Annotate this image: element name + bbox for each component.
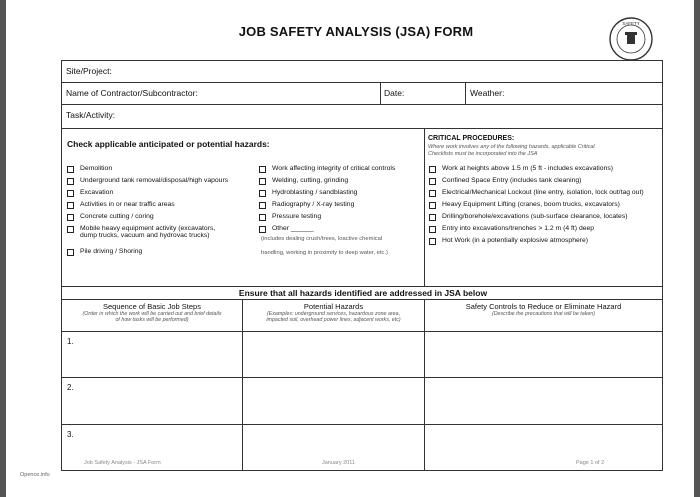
task-row xyxy=(62,105,662,129)
critical-heights[interactable]: Work at heights above 1.5 m (5 ft - includes excavations) xyxy=(429,163,659,175)
date-label: Date: xyxy=(384,88,405,98)
critical-trenches[interactable]: Entry into excavations/trenches > 1.2 m (4 ft) deep xyxy=(429,223,659,235)
hazards-column-title: Potential Hazards xyxy=(303,302,364,311)
hazard-demolition[interactable]: Demolition xyxy=(67,163,257,175)
checkbox[interactable] xyxy=(429,190,436,197)
checkbox[interactable] xyxy=(259,202,266,209)
checkbox[interactable] xyxy=(67,178,74,185)
site-row xyxy=(62,61,662,83)
controls-column-desc: (Describe the precautions that will be taken) xyxy=(491,311,596,317)
hazard-column-1 xyxy=(67,163,257,258)
jsa-form xyxy=(61,60,663,471)
weather-label: Weather: xyxy=(470,88,505,98)
form-title: JOB SAFETY ANALYSIS (JSA) FORM xyxy=(238,24,474,39)
checkbox[interactable] xyxy=(429,238,436,245)
safety-seal-logo xyxy=(608,16,654,62)
steps-column xyxy=(62,300,242,471)
hazard-other-note-a: (includes dealing crush/trees, loactive chemical xyxy=(261,236,383,242)
critical-subtext: Where work involves any of the following hazards, applicable Critical Checklists must be incorporated into the JSA xyxy=(428,144,595,157)
steps-column-desc-a: (Order in which the work will be carried out and brief details xyxy=(82,311,222,317)
footer-right: Page 1 of 2 xyxy=(576,460,605,466)
critical-drilling[interactable]: Drilling/borehole/excavations (sub-surface clearance, locates) xyxy=(429,211,659,223)
steps-section xyxy=(62,287,662,470)
document-page xyxy=(6,0,694,497)
checkbox[interactable] xyxy=(429,166,436,173)
site-project-label: Site/Project: xyxy=(66,66,112,76)
checkbox[interactable] xyxy=(259,214,266,221)
controls-column-title: Safety Controls to Reduce or Eliminate Hazard xyxy=(465,302,622,311)
hazard-concrete-cutting[interactable]: Concrete cutting / coring xyxy=(67,211,257,223)
hazard-mobile-equipment[interactable]: Mobile heavy equipment activity (excavators, xyxy=(67,223,257,232)
step-number: 2. xyxy=(67,383,74,392)
critical-confined-space[interactable]: Confined Space Entry (includes tank cleaning) xyxy=(429,175,659,187)
checkbox[interactable] xyxy=(259,178,266,185)
critical-lifting[interactable]: Heavy Equipment Lifting (cranes, boom trucks, excavators) xyxy=(429,199,659,211)
checkbox[interactable] xyxy=(67,166,74,173)
controls-column xyxy=(425,300,662,471)
hazard-pressure-testing[interactable]: Pressure testing xyxy=(259,211,424,223)
checkbox[interactable] xyxy=(67,190,74,197)
contractor-row xyxy=(62,83,662,105)
hazards-column-desc-b: impacted soil, overhead power lines, adjacent works, etc) xyxy=(266,317,401,323)
hazard-other-note-b: handling, working in proximity to deep water, etc.) xyxy=(261,250,388,256)
hazards-column-desc-a: (Examples: underground services, hazardous zone area, xyxy=(266,311,401,317)
checkbox[interactable] xyxy=(67,214,74,221)
hazard-radiography[interactable]: Radiography / X-ray testing xyxy=(259,199,424,211)
step-number: 1. xyxy=(67,337,74,346)
critical-procedures xyxy=(424,129,662,286)
checkbox[interactable] xyxy=(429,226,436,233)
hazards-section xyxy=(62,129,662,287)
checkbox[interactable] xyxy=(259,166,266,173)
hazards-column xyxy=(243,300,424,471)
critical-hot-work[interactable]: Hot Work (in a potentially explosive atmosphere) xyxy=(429,235,659,247)
critical-heading: CRITICAL PROCEDURES: xyxy=(428,135,515,142)
hazard-mobile-equipment-cont: dump trucks, vacuum and hydrovac trucks) xyxy=(80,232,210,239)
hazard-welding[interactable]: Welding, cutting, grinding xyxy=(259,175,424,187)
ensure-banner: Ensure that all hazards identified are addressed in JSA below xyxy=(238,288,488,298)
critical-lockout[interactable]: Electrical/Mechanical Lockout (line entry, isolation, lock out/tag out) xyxy=(429,187,659,199)
hazard-other[interactable]: Other ______ xyxy=(259,223,424,235)
hazard-critical-controls[interactable]: Work affecting integrity of critical controls xyxy=(259,163,424,175)
jsa-steps-table xyxy=(62,299,662,471)
hazard-column-2 xyxy=(259,163,424,257)
steps-column-desc-b: of how tasks will be performed) xyxy=(115,317,189,323)
logo-text: SAFETY xyxy=(622,21,640,26)
checkbox[interactable] xyxy=(429,214,436,221)
hazard-excavation[interactable]: Excavation xyxy=(67,187,257,199)
checkbox[interactable] xyxy=(67,202,74,209)
task-activity-label: Task/Activity: xyxy=(66,110,116,120)
checkbox[interactable] xyxy=(67,249,74,256)
checkbox[interactable] xyxy=(429,178,436,185)
contractor-label: Name of Contractor/Subcontractor: xyxy=(66,88,198,98)
watermark: Opence.info xyxy=(20,472,50,478)
steps-column-title: Sequence of Basic Job Steps xyxy=(103,302,201,311)
hazards-heading: Check applicable anticipated or potential hazards: xyxy=(67,139,270,149)
checkbox[interactable] xyxy=(259,226,266,233)
hazard-pile-driving[interactable]: Pile driving / Shoring xyxy=(67,246,257,258)
footer-center: January 2011 xyxy=(322,460,355,466)
step-number: 3. xyxy=(67,430,74,439)
hazard-underground-tank[interactable]: Underground tank removal/disposal/high vapours xyxy=(67,175,257,187)
hazard-hydroblasting[interactable]: Hydroblasting / sandblasting xyxy=(259,187,424,199)
footer-left: Job Safety Analysis - JSA Form xyxy=(84,460,161,466)
checkbox[interactable] xyxy=(429,202,436,209)
hazard-traffic-areas[interactable]: Activities in or near traffic areas xyxy=(67,199,257,211)
checkbox[interactable] xyxy=(259,190,266,197)
